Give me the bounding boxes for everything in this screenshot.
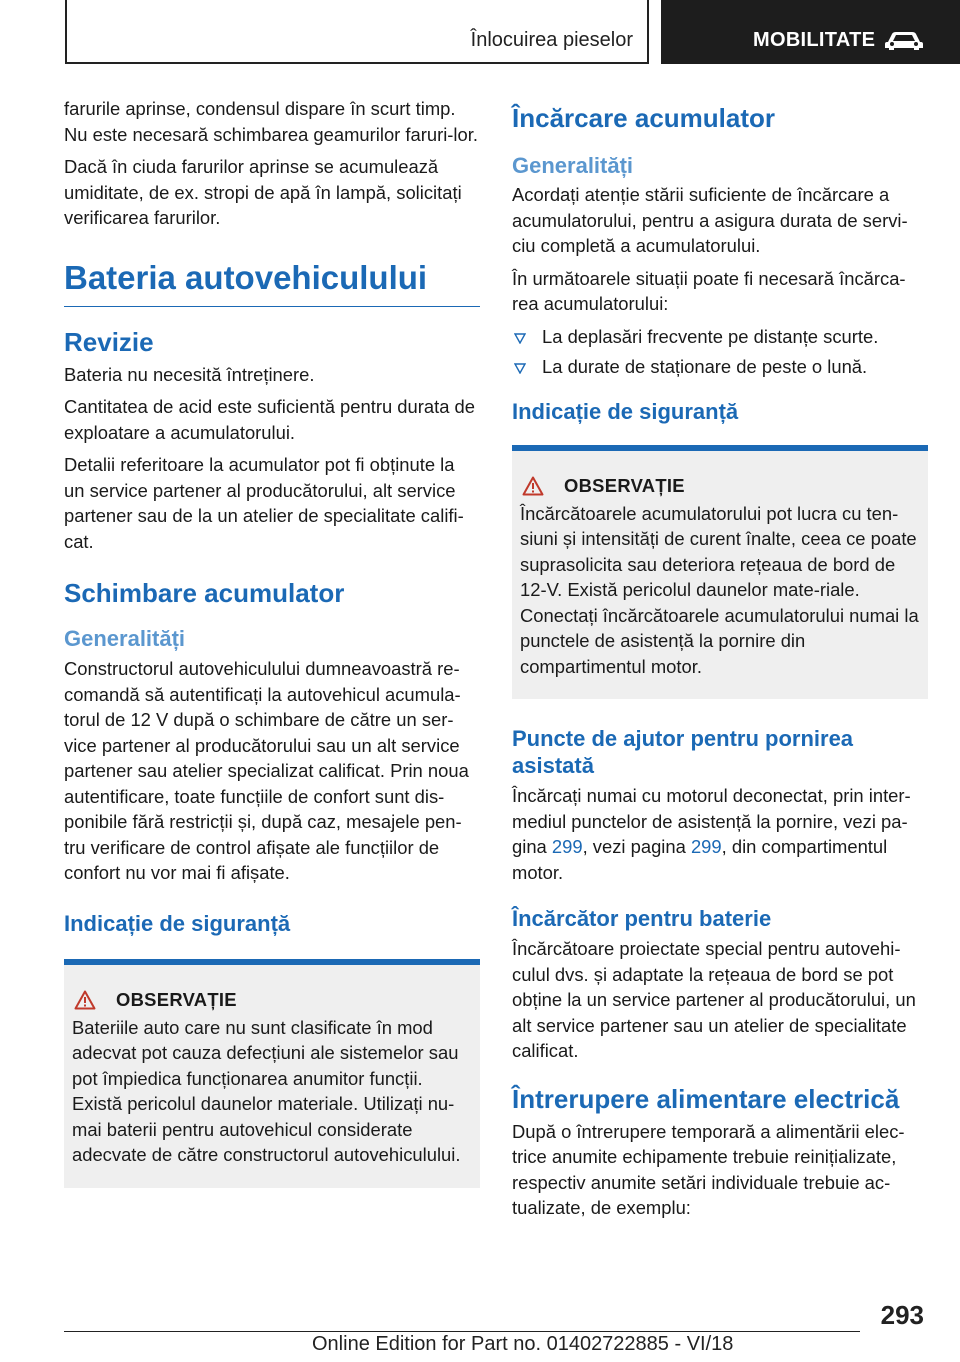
list-item: La durate de staționare de peste o lună. bbox=[512, 354, 928, 380]
paragraph: Cantitatea de acid este suficientă pentru durata de exploatare a acumulatorului. bbox=[64, 396, 475, 443]
page-link-299[interactable]: 299 bbox=[551, 836, 583, 857]
list-bullet-triangle-icon bbox=[514, 363, 526, 374]
warning-box bbox=[512, 445, 928, 700]
left-column bbox=[64, 96, 480, 1188]
section-heading-incarcare: Încărcare acumulator bbox=[512, 103, 776, 133]
car-icon bbox=[884, 30, 924, 52]
list-bullet-triangle-icon bbox=[514, 333, 526, 344]
paragraph: Bateria nu necesită întreținere. bbox=[64, 363, 315, 385]
subheading-incarcator: Încărcător pentru baterie bbox=[512, 906, 772, 931]
paragraph: Încărcați numai cu motorul deconectat, prin inter-mediul punctelor de asistență la pornire, vezi pa-gina 299, vezi pagina 299, din compartimentul motor. bbox=[512, 785, 911, 883]
paragraph: Acordați atenție stării suficiente de încărcare a acumulatorului, pentru a asigura durata de servi-ciu completă a acumulatorului. bbox=[512, 184, 908, 256]
subheading-puncte: Puncte de ajutor pentru pornirea asistată bbox=[512, 726, 854, 778]
paragraph: După o întrerupere temporară a alimentării elec-trice anumite echipamente trebuie reinițializate, respectiv anumite setări individuale trebuie ac-tualizate, de exemplu: bbox=[512, 1120, 905, 1218]
paragraph: În următoarele situații poate fi necesară încărca-rea acumulatorului: bbox=[512, 267, 906, 314]
warning-label: OBSERVAȚIE bbox=[564, 474, 685, 496]
section-title: Înlocuirea pieselor bbox=[470, 29, 633, 51]
section-heading-revizie: Revizie bbox=[64, 326, 154, 357]
footer-edition: Online Edition for Part no. 01402722885 - VI/18 bbox=[312, 1333, 734, 1355]
warning-text: Bateriile auto care nu sunt clasificate în mod adecvat pot cauza defecțiuni ale sistemelor sau pot împiedica funcționarea anumitor funcții. Există pericolul daunelor materiale. Utilizați nu-mai baterii pentru autovehicul considerate adecvate de către constructorul autovehiculului. bbox=[72, 1016, 461, 1165]
subheading-siguranta: Indicație de siguranță bbox=[512, 398, 739, 424]
right-column bbox=[512, 96, 928, 1228]
paragraph: Încărcătoare proiectate special pentru autovehi-culul dvs. și adaptate la rețeaua de bord se pot obține la un service partener al producătorului, un alt service partener sau un atelier de specialitate calificat. bbox=[512, 938, 916, 1061]
warning-triangle-icon bbox=[522, 476, 544, 496]
warning-triangle-icon bbox=[74, 990, 96, 1010]
warning-box bbox=[64, 959, 480, 1188]
subheading-generalitati: Generalități bbox=[512, 153, 634, 178]
chapter-title: MOBILITATE bbox=[753, 29, 876, 51]
footer-divider bbox=[64, 1331, 860, 1332]
warning-text: Încărcătoarele acumulatorului pot lucra cu ten-siuni și intensități de curent înalte, ceea ce poate suprasolicita sau deteriora rețeaua de bord de 12-V. Există pericolul daunelor mate-riale. Conectați încărcătoarele acumulatorului numai la punctele de asistență la pornire din compartimentul motor. bbox=[520, 502, 919, 677]
subheading-siguranta: Indicație de siguranță bbox=[64, 910, 291, 936]
chapter-heading: Bateria autovehiculului bbox=[64, 259, 480, 307]
paragraph: Detalii referitoare la acumulator pot fi obținute la un service partener al producătorului, alt service partener sau de la un atelier de specialitate califi-cat. bbox=[64, 454, 464, 552]
page-link-299[interactable]: 299 bbox=[690, 836, 722, 857]
list-item: La deplasări frecvente pe distanțe scurte. bbox=[512, 324, 928, 350]
warning-label: OBSERVAȚIE bbox=[116, 988, 237, 1010]
paragraph: Constructorul autovehiculului dumneavoastră re-comandă să autentificați la autovehicul acumula-torul de 12 V după o schimbare de către un ser-vice partener al producătorului sau un alt service partener sau atelier specializat calificat. Prin noua autentificare, toate funcțiile de confort sunt dis-ponibile fără restricții și, după caz, mesajele pen-tru verificare de control afișate ale funcțiilor de confort nu vor mai fi afișate. bbox=[64, 658, 469, 883]
section-heading-intrerupere: Întrerupere alimentare electrică bbox=[512, 1083, 900, 1114]
section-heading-schimbare: Schimbare acumulator bbox=[64, 578, 345, 608]
header-section-tab bbox=[65, 0, 649, 64]
page-number: 293 bbox=[880, 1300, 924, 1330]
subheading-generalitati: Generalități bbox=[64, 626, 186, 651]
paragraph: farurile aprinse, condensul dispare în scurt timp. Nu este necesară schimbarea geamurilor faruri-lor. bbox=[64, 98, 478, 145]
paragraph: Dacă în ciuda farurilor aprinse se acumulează umiditate, de ex. stropi de apă în lampă, solicitați verificarea farurilor. bbox=[64, 156, 462, 228]
